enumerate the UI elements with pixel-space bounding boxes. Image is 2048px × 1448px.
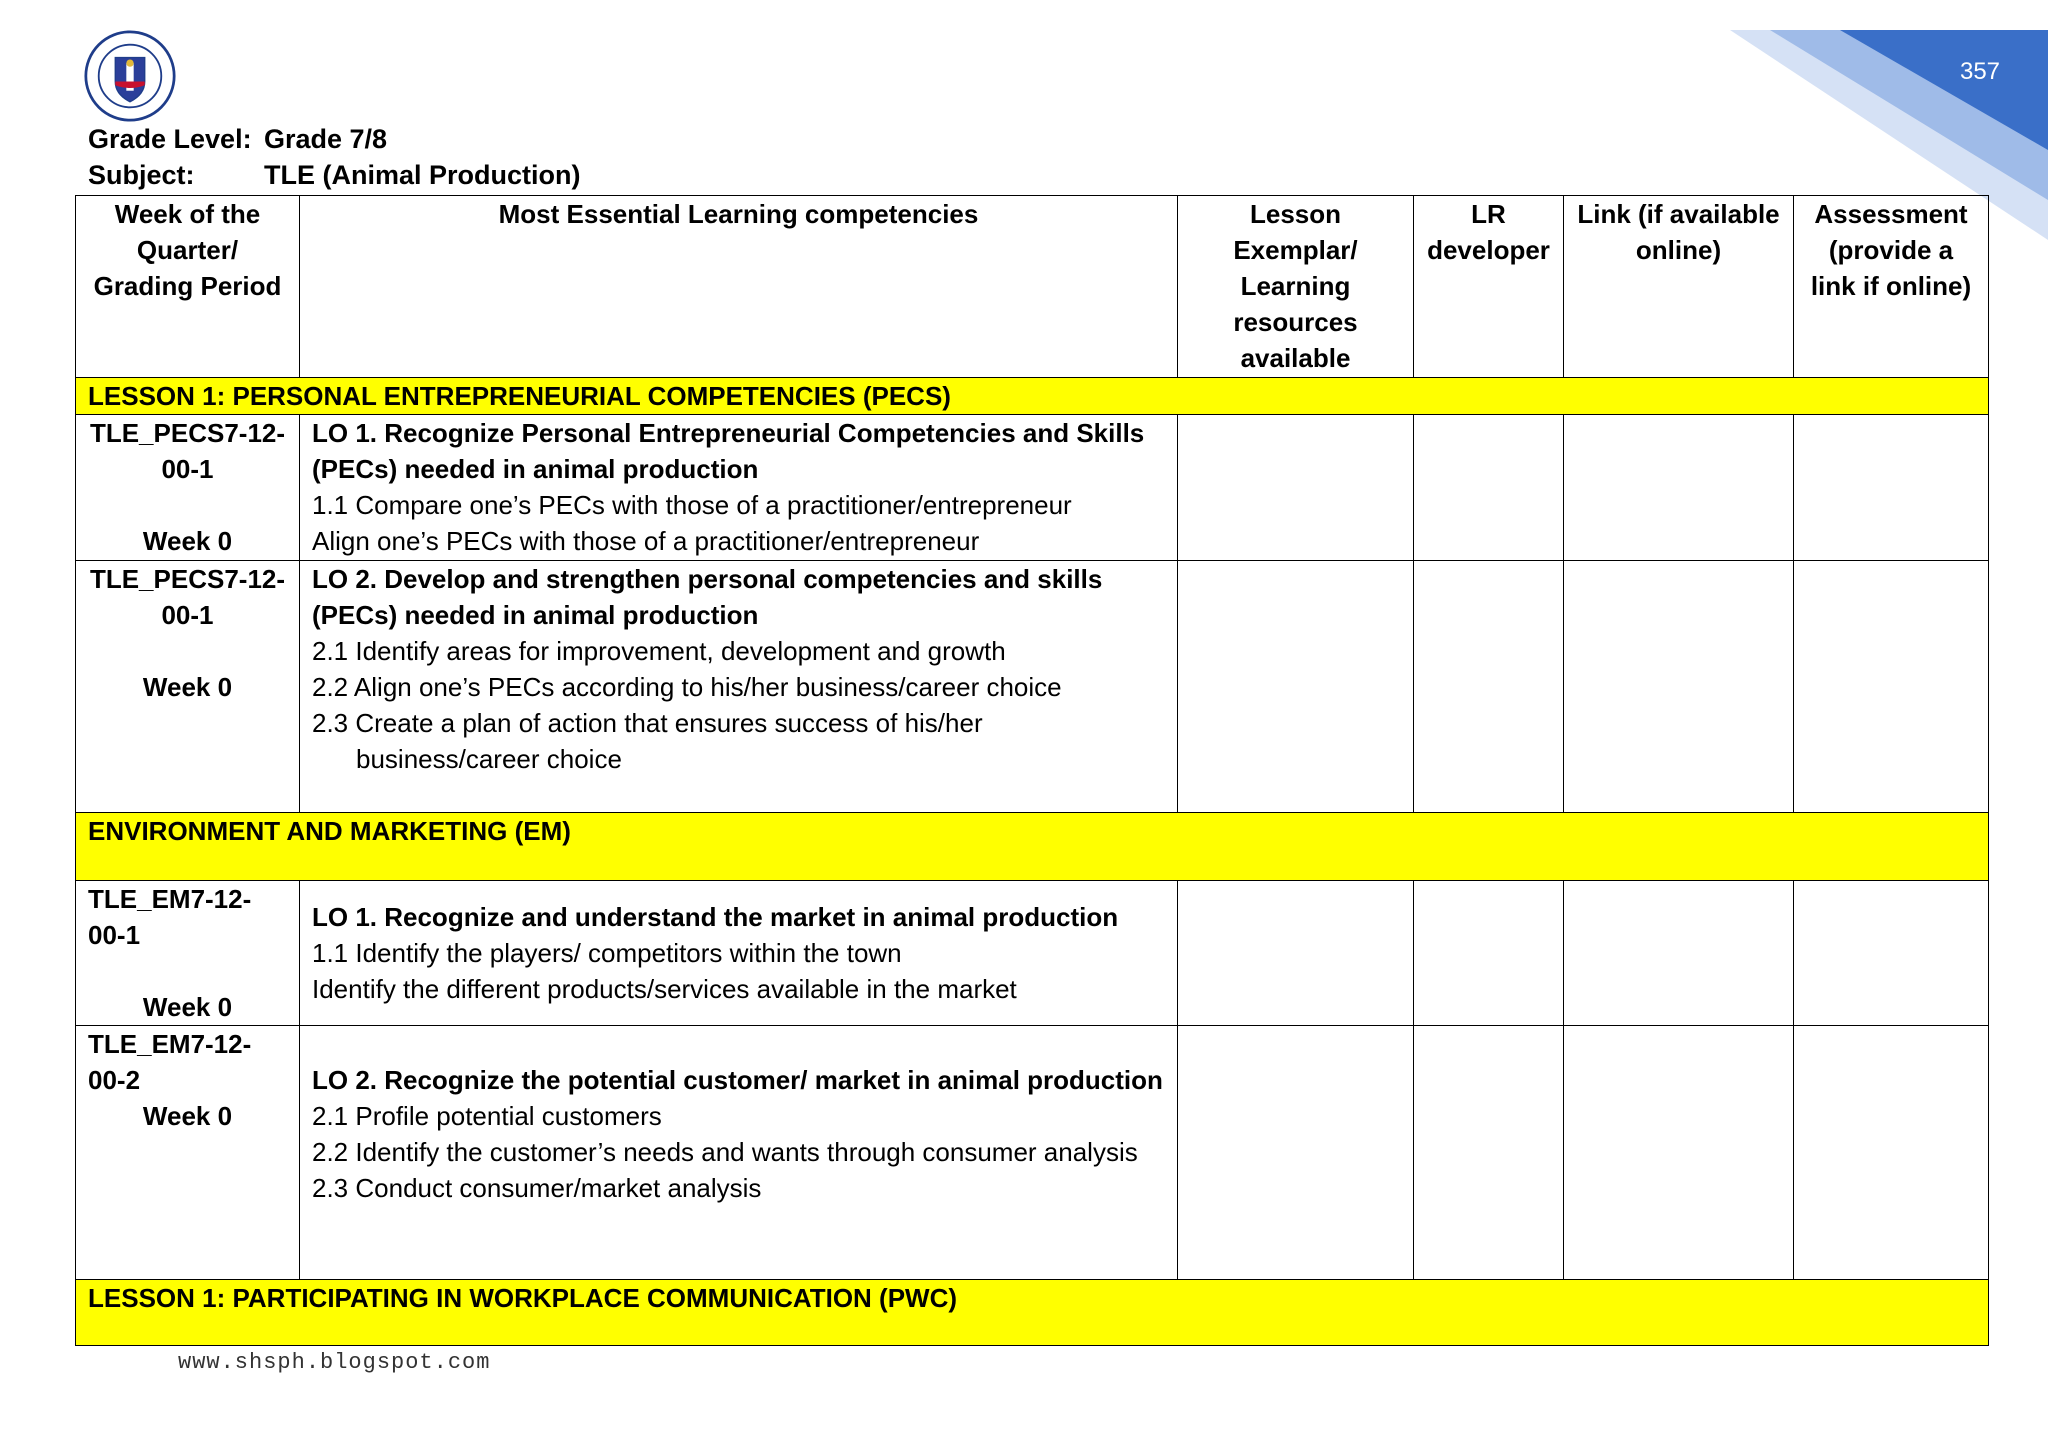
empty-cell bbox=[1178, 881, 1414, 1026]
table-row bbox=[76, 561, 1989, 813]
competency-item: 2.3 Conduct consumer/market analysis bbox=[312, 1173, 762, 1203]
competency-code-suffix: 00-1 bbox=[161, 600, 214, 630]
competency-item: 2.1 Identify areas for improvement, development and growth bbox=[312, 636, 1006, 666]
table-row bbox=[76, 1026, 1989, 1280]
table-row bbox=[76, 415, 1989, 561]
competency-code-cell bbox=[76, 1026, 300, 1280]
competency-item: Identify the different products/services available in the market bbox=[312, 974, 1017, 1004]
competency-item: 2.3 Create a plan of action that ensures success of his/her business/career choice bbox=[312, 708, 983, 774]
competency-code-cell bbox=[76, 561, 300, 813]
empty-cell bbox=[1564, 881, 1794, 1026]
empty-cell bbox=[1414, 415, 1564, 561]
header-link: Link (if available online) bbox=[1564, 196, 1794, 378]
page-number: 357 bbox=[1959, 58, 2001, 85]
section-row bbox=[76, 378, 1989, 415]
grade-level-label: Grade Level: bbox=[88, 124, 252, 154]
competency-cell bbox=[300, 1026, 1178, 1280]
competency-code-cell bbox=[76, 881, 300, 1026]
lo-title: LO 1. Recognize and understand the market in animal production bbox=[312, 902, 1119, 932]
empty-cell bbox=[1564, 415, 1794, 561]
competency-code: TLE_PECS7-12- bbox=[89, 564, 286, 594]
empty-cell bbox=[1178, 1026, 1414, 1280]
empty-cell bbox=[1414, 1026, 1564, 1280]
lo-title: LO 2. Recognize the potential customer/ market in animal production bbox=[312, 1065, 1163, 1095]
empty-cell bbox=[1178, 415, 1414, 561]
competency-code-suffix: 00-1 bbox=[88, 920, 141, 950]
week-label: Week 0 bbox=[142, 992, 233, 1022]
empty-cell bbox=[1414, 881, 1564, 1026]
competency-code: TLE_EM7-12- bbox=[88, 1029, 252, 1059]
empty-cell bbox=[1414, 561, 1564, 813]
grade-level-value: Grade 7/8 bbox=[264, 124, 388, 154]
week-label: Week 0 bbox=[142, 672, 233, 702]
empty-cell bbox=[1794, 415, 1989, 561]
deped-seal-logo bbox=[84, 30, 176, 122]
subject-label: Subject: bbox=[88, 160, 195, 190]
section-row bbox=[76, 813, 1989, 881]
empty-cell bbox=[1794, 561, 1989, 813]
header-lr-developer: LR developer bbox=[1414, 196, 1564, 378]
section-row bbox=[76, 1280, 1989, 1346]
competency-cell bbox=[300, 561, 1178, 813]
header-lesson-exemplar: Lesson Exemplar/ Learning resources available bbox=[1178, 196, 1414, 378]
week-label: Week 0 bbox=[142, 1101, 233, 1131]
empty-cell bbox=[1794, 881, 1989, 1026]
competency-item: 2.2 Align one’s PECs according to his/her business/career choice bbox=[312, 672, 1062, 702]
lo-title: LO 1. Recognize Personal Entrepreneurial Competencies and Skills (PECs) needed in animal production bbox=[312, 418, 1145, 484]
competency-code-suffix: 00-2 bbox=[88, 1065, 141, 1095]
section-title-pwc: LESSON 1: PARTICIPATING IN WORKPLACE COMMUNICATION (PWC) bbox=[76, 1280, 1989, 1346]
subject-value: TLE (Animal Production) bbox=[264, 160, 581, 190]
competency-code-suffix: 00-1 bbox=[161, 454, 214, 484]
competency-item: 2.1 Profile potential customers bbox=[312, 1101, 662, 1131]
week-label: Week 0 bbox=[142, 526, 233, 556]
section-title-em: ENVIRONMENT AND MARKETING (EM) bbox=[76, 813, 1989, 881]
competency-cell bbox=[300, 881, 1178, 1026]
competency-item: Align one’s PECs with those of a practitioner/entrepreneur bbox=[312, 526, 980, 556]
competency-code: TLE_PECS7-12- bbox=[89, 418, 286, 448]
header-competencies: Most Essential Learning competencies bbox=[300, 196, 1178, 378]
header-week: Week of the Quarter/ Grading Period bbox=[76, 196, 300, 378]
competency-code-cell bbox=[76, 415, 300, 561]
table-row bbox=[76, 881, 1989, 1026]
competency-code: TLE_EM7-12- bbox=[88, 884, 252, 914]
empty-cell bbox=[1564, 561, 1794, 813]
header-assessment: Assessment (provide a link if online) bbox=[1794, 196, 1989, 378]
competency-item: 1.1 Compare one’s PECs with those of a practitioner/entrepreneur bbox=[312, 490, 1072, 520]
competency-cell bbox=[300, 415, 1178, 561]
table-header-row bbox=[76, 196, 1989, 378]
empty-cell bbox=[1794, 1026, 1989, 1280]
lo-title: LO 2. Develop and strengthen personal competencies and skills (PECs) needed in animal production bbox=[312, 564, 1103, 630]
empty-cell bbox=[1564, 1026, 1794, 1280]
empty-cell bbox=[1178, 561, 1414, 813]
competency-item: 2.2 Identify the customer’s needs and wants through consumer analysis bbox=[312, 1137, 1138, 1167]
section-title-pecs: LESSON 1: PERSONAL ENTREPRENEURIAL COMPETENCIES (PECS) bbox=[76, 378, 1989, 415]
competency-item: 1.1 Identify the players/ competitors within the town bbox=[312, 938, 902, 968]
footer-url: www.shsph.blogspot.com bbox=[178, 1350, 491, 1375]
curriculum-table bbox=[75, 195, 1989, 1346]
